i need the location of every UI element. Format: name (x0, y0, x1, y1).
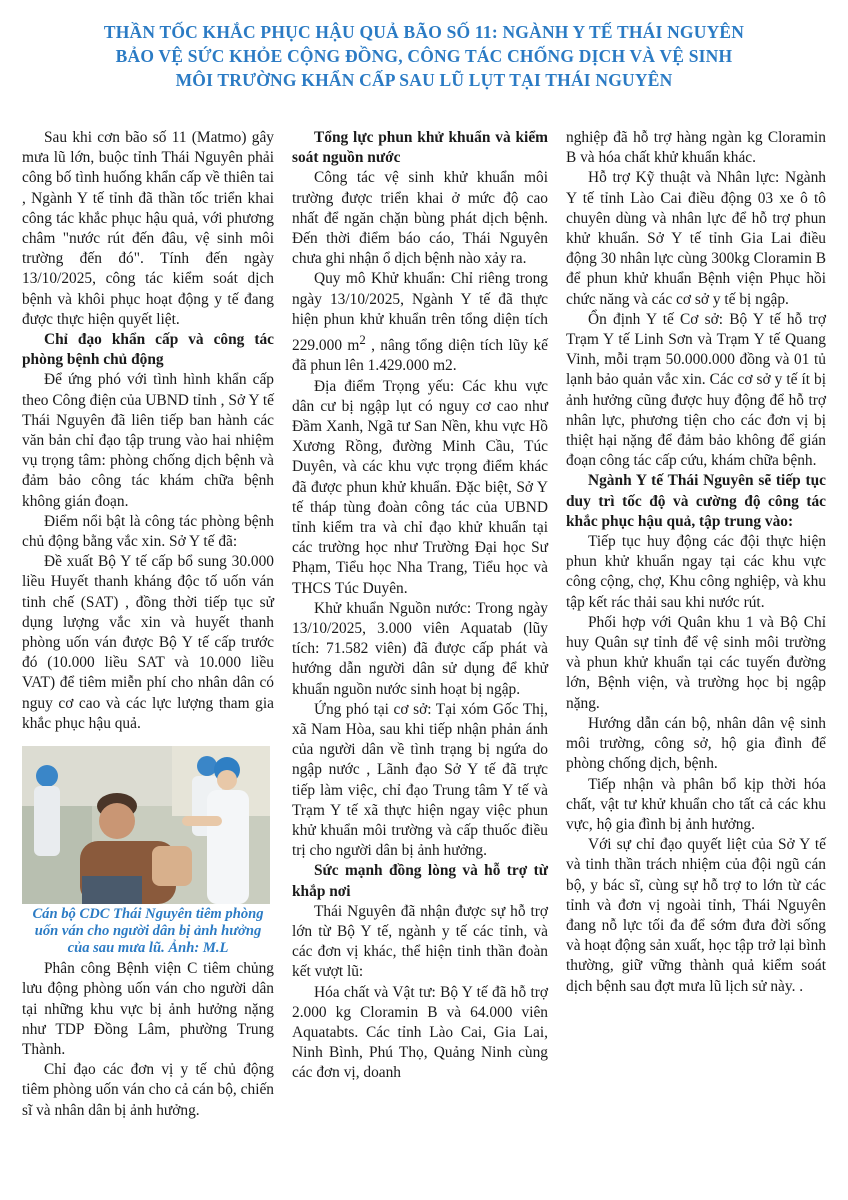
paragraph: Đề xuất Bộ Y tế cấp bổ sung 30.000 liều Huyết thanh kháng độc tố uốn ván tinh chế (SAT) , đồng thời tiếp tục sử dụng lượng vắc xin và huyết thanh phòng uốn ván được Bộ Y tế cấp trước đó (10.000 liều SAT và 10.000 liều VAT) để tiêm miễn phí cho nhân dân có nguy cơ cao và các lực lượng tham gia khắc phục hậu quả. (22, 553, 274, 732)
paragraph: Địa điểm Trọng yếu: Các khu vực dân cư bị ngập lụt có nguy cơ cao như Đầm Xanh, Ngã tư San Nền, khu vực Hồ Xương Rồng, đường Minh Cầu, Túc Duyên, và các khu vực trọng điểm khác đã được phun khử khuẩn. Đặc biệt, Sở Y tế tháp tùng đoàn công tác của UBND tỉnh kiểm tra và chỉ đạo khử khuẩn tại các trường học như Trường Đại học Sư Phạm, Tiểu học Nha Trang, Tiểu học và THCS Túc Duyên. (292, 377, 548, 597)
paragraph: Hướng dẫn cán bộ, nhân dân vệ sinh môi trường, công sở, hộ gia đình để phòng chống dịch, bệnh. (566, 714, 826, 773)
paragraph: Tiếp nhận và phân bổ kịp thời hóa chất, vật tư khử khuẩn cho tất cả các khu vực, hộ gia đình bị ảnh hưởng. (566, 775, 826, 833)
title-line-3: MÔI TRƯỜNG KHẨN CẤP SAU LŨ LỤT TẠI THÁI NGUYÊN (175, 70, 673, 90)
paragraph-text: , nâng tổng diện tích lũy kế đã phun lên 1.429.000 m2. (292, 337, 548, 375)
paragraph: Ổn định Y tế Cơ sở: Bộ Y tế hỗ trợ Trạm Y tế Linh Sơn và Trạm Y tế Quang Vinh, mỗi trạm 50.000.000 đồng và 01 tủ lạnh bảo quản vắc xin. Các cơ sở y tế ít bị ảnh hưởng cũng được huy động để hỗ trợ nhân lực, phương tiện cho các đơn vị bị thiệt hại nặng để đảm bảo không để gián đoạn công tác cấp cứu, khám chữa bệnh. (566, 310, 826, 470)
paragraph: Ứng phó tại cơ sở: Tại xóm Gốc Thị, xã Nam Hòa, sau khi tiếp nhận phản ánh của người dân về tình trạng bị ngứa do ngập nước , Lãnh đạo Sở Y tế đã trực tiếp làm việc, chỉ đạo Trung tâm Y tế và Trạm Y tế xã thực hiện ngay việc phun khử khuẩn môi trường và cấp thuốc điều trị cho người dân bị ảnh hưởng. (292, 700, 548, 860)
paragraph: Tiếp tục huy động các đội thực hiện phun khử khuẩn ngay tại các khu vực công cộng, chợ, Khu công nghiệp, và khu tập kết rác thải sau khi nước rút. (566, 533, 826, 611)
superscript: 2 (359, 333, 366, 348)
vaccination-photo (22, 746, 270, 904)
paragraph: Hỗ trợ Kỹ thuật và Nhân lực: Ngành Y tế tỉnh Lào Cai điều động 03 xe ô tô chuyên dùng và nhân lực để hỗ trợ phun khử khuẩn. Sở Y tế tỉnh Gia Lai điều động 30 nhân lực cùng 300kg Cloramin B để phun khử khuẩn Bệnh viện Phục hồi chức năng và các cơ sở y tế bị ngập. (566, 169, 826, 308)
paragraph: Sau khi cơn bão số 11 (Matmo) gây mưa lũ lớn, buộc tỉnh Thái Nguyên phải công bố tình huống khẩn cấp về thiên tai , Ngành Y tế tỉnh đã thần tốc triển khai công tác khắc phục hậu quả, với phương châm "nước rút đến đâu, vệ sinh môi trường đến đó". Tính đến ngày 13/10/2025, công tác kiểm soát dịch bệnh và khôi phục hoạt động y tế đang được thực hiện quyết liệt. (22, 129, 274, 328)
paragraph: Khử khuẩn Nguồn nước: Trong ngày 13/10/2025, 3.000 viên Aquatab (lũy tích: 71.582 viên) đã được cấp phát và hướng dẫn người dân sử dụng để khử khuẩn nguồn nước sinh hoạt bị ngập. (292, 599, 548, 698)
section-heading: Chỉ đạo khẩn cấp và công tác phòng bệnh chủ động (22, 331, 274, 369)
paragraph: Phân công Bệnh viện C tiêm chủng lưu động phòng uốn ván cho người dân tại những khu vực bị ảnh hưởng nặng như TDP Đồng Lâm, phường Trung Thành. (22, 960, 274, 1058)
paragraph: Thái Nguyên đã nhận được sự hỗ trợ lớn từ Bộ Y tế, ngành y tế các tỉnh, và các đơn vị khác, thể hiện tinh thần đoàn kết vượt lũ: (292, 902, 548, 981)
section-heading: Ngành Y tế Thái Nguyên sẽ tiếp tục duy trì tốc độ và cường độ công tác khắc phục hậu quả, tập trung vào: (566, 472, 826, 530)
paragraph: Để ứng phó với tình hình khẩn cấp theo Công điện của UBND tỉnh , Sở Y tế Thái Nguyên đã liên tiếp ban hành các văn bản chỉ đạo tập trung vào hai nhiệm vụ trọng tâm: phòng chống dịch bệnh và đảm bảo công tác khám chữa bệnh không gián đoạn. (22, 371, 274, 510)
paragraph: Với sự chỉ đạo quyết liệt của Sở Y tế và tinh thần trách nhiệm của đội ngũ cán bộ, y bác sĩ, cùng sự hỗ trợ to lớn từ các tỉnh và đơn vị ngoài tỉnh, Thái Nguyên đang nỗ lực tối đa để sớm đưa đời sống và hoạt động sản xuất, học tập trở lại bình thường, giữ vững thành quả kiểm soát dịch bệnh sau đợt mưa lũ lịch sử này. . (566, 836, 826, 995)
column-3 (566, 128, 826, 997)
title-line-1: THẦN TỐC KHẮC PHỤC HẬU QUẢ BÃO SỐ 11: NGÀNH Y TẾ THÁI NGUYÊN (103, 22, 745, 42)
paragraph: Chỉ đạo các đơn vị y tế chủ động tiêm phòng uốn ván cho cả cán bộ, chiến sĩ và nhân dân bị ảnh hưởng. (22, 1061, 274, 1119)
section-heading: Sức mạnh đồng lòng và hỗ trợ từ khắp nơi (292, 862, 548, 900)
section-heading: Tổng lực phun khử khuẩn và kiểm soát nguồn nước (292, 129, 548, 167)
photo-caption: Cán bộ CDC Thái Nguyên tiêm phòng uốn ván cho người dân bị ảnh hưởng của sau mưa lũ. Ảnh: M.L (32, 906, 264, 957)
article-title (30, 20, 818, 92)
column-2 (292, 128, 548, 1084)
paragraph: Điểm nổi bật là công tác phòng bệnh chủ động bằng vắc xin. Sở Y tế đã: (22, 512, 274, 551)
paragraph: Công tác vệ sinh khử khuẩn môi trường được triển khai ở mức độ cao nhất để ngăn chặn bùng phát dịch bệnh. Đến thời điểm báo cáo, Thái Nguyên chưa ghi nhận ổ dịch bệnh nào xảy ra. (292, 169, 548, 268)
title-line-2: BẢO VỆ SỨC KHỎE CỘNG ĐỒNG, CÔNG TÁC CHỐNG DỊCH VÀ VỆ SINH (115, 46, 733, 66)
paragraph: Hóa chất và Vật tư: Bộ Y tế đã hỗ trợ 2.000 kg Cloramin B và 64.000 viên Aquatabts. Các tỉnh Lào Cai, Gia Lai, Ninh Bình, Phú Thọ, Quảng Ninh cùng các đơn vị, doanh (292, 983, 548, 1082)
paragraph: nghiệp đã hỗ trợ hàng ngàn kg Cloramin B và hóa chất khử khuẩn khác. (566, 129, 826, 167)
paragraph (292, 269, 548, 376)
paragraph-text: Quy mô Khử khuẩn: Chỉ riêng trong ngày 13/10/2025, Ngành Y tế đã thực hiện phun khử khuẩn trên tổng diện tích 229.000 m (292, 270, 548, 355)
column-1 (22, 128, 274, 1121)
paragraph: Phối hợp với Quân khu 1 và Bộ Chỉ huy Quân sự tỉnh để vệ sinh môi trường và phun khử khuẩn tại các tuyến đường lớn, Bệnh viện, và trường học bị ngập nặng. (566, 613, 826, 712)
